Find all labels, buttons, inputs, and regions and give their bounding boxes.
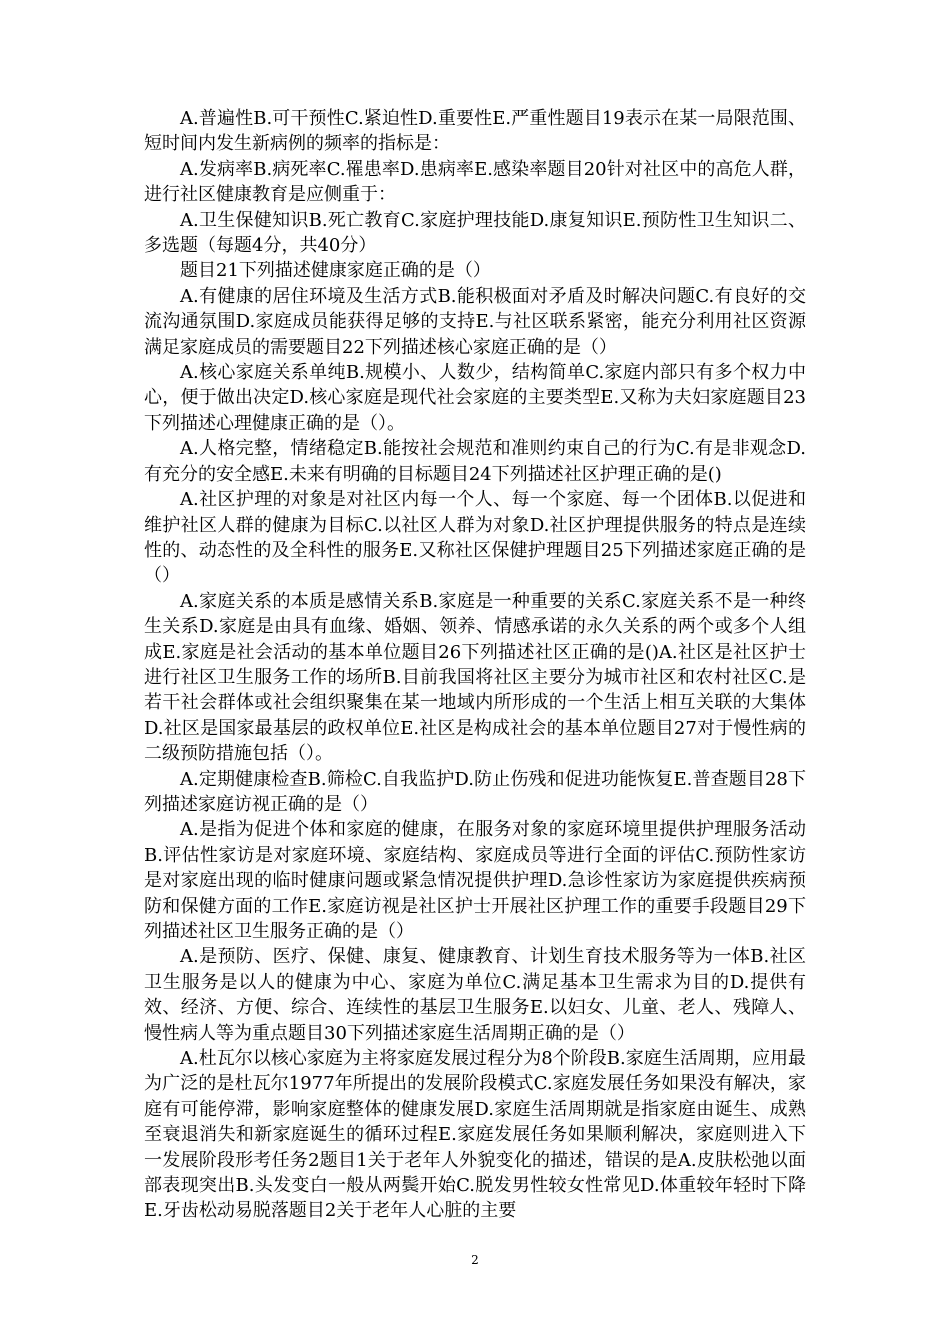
paragraph: A.发病率B.病死率C.罹患率D.患病率E.感染率题目20针对社区中的高危人群，进行社区健康教育是应侧重于： [144, 158, 806, 206]
paragraph: 题目21下列描述健康家庭正确的是（） [180, 260, 491, 282]
document-page [144, 106, 806, 1224]
paragraph: A.普遍性B.可干预性C.紧迫性D.重要性E.严重性题目19表示在某一局限范围、短时间内发生新病例的频率的指标是： [144, 108, 806, 155]
paragraph: A.核心家庭关系单纯B.规模小、人数少，结构简单C.家庭内部只有多个权力中心，便于做出决定D.核心家庭是现代社会家庭的主要类型E.又称为夫妇家庭题目23下列描述心理健康正确的是（）。 [144, 362, 806, 434]
paragraph: A.人格完整，情绪稳定B.能按社会规范和准则约束自己的行为C.有是非观念D.有充分的安全感E.未来有明确的目标题目24下列描述社区护理正确的是() [144, 438, 806, 485]
paragraph: A.是指为促进个体和家庭的健康，在服务对象的家庭环境里提供护理服务活动B.评估性家访是对家庭环境、家庭结构、家庭成员等进行全面的评估C.预防性家访是对家庭出现的临时健康问题或紧急情况提供护理D.急诊性家访为家庭提供疾病预防和保健方面的工作E.家庭访视是社区护士开展社区护理工作的重要手段题目29下列描述社区卫生服务正确的是（） [144, 819, 806, 942]
paragraph: A.定期健康检查B.筛检C.自我监护D.防止伤残和促进功能恢复E.普查题目28下列描述家庭访视正确的是（） [144, 768, 806, 815]
paragraph: A.杜瓦尔以核心家庭为主将家庭发展过程分为8个阶段B.家庭生活周期，应用最为广泛的是杜瓦尔1977年所提出的发展阶段模式C.家庭发展任务如果没有解决，家庭有可能停滞，影响家庭整体的健康发展D.家庭生活周期就是指家庭由诞生、成熟至衰退消失和新家庭诞生的循环过程E.家庭发展任务如果顺利解决，家庭则进入下一发展阶段形考任务2题目1关于老年人外貌变化的描述，错误的是A.皮肤松弛以面部表现突出B.头发变白一般从两鬓开始C.脱发男性较女性常见D.体重较年轻时下降E.牙齿松动易脱落题目2关于老年人心脏的主要 [144, 1048, 806, 1222]
paragraph: A.卫生保健知识B.死亡教育C.家庭护理技能D.康复知识E.预防性卫生知识二、多选题（每题4分，共40分） [144, 209, 806, 257]
page-number: 2 [471, 1253, 479, 1267]
paragraph: A.是预防、医疗、保健、康复、健康教育、计划生育技术服务等为一体B.社区卫生服务是以人的健康为中心、家庭为单位C.满足基本卫生需求为目的D.提供有效、经济、方便、综合、连续性的基层卫生服务E.以妇女、儿童、老人、残障人、慢性病人等为重点题目30下列描述家庭生活周期正确的是（） [144, 946, 806, 1044]
paragraph: A.家庭关系的本质是感情关系B.家庭是一种重要的关系C.家庭关系不是一种终生关系D.家庭是由具有血缘、婚姻、领养、情感承诺的永久关系的两个或多个人组成E.家庭是社会活动的基本单位题目26下列描述社区正确的是()A.社区是社区护士进行社区卫生服务工作的场所B.目前我国将社区主要分为城市社区和农村社区C.是若干社会群体或社会组织聚集在某一地域内所形成的一个生活上相互关联的大集体D.社区是国家最基层的政权单位E.社区是构成社会的基本单位题目27对于慢性病的二级预防措施包括（）。 [144, 590, 806, 765]
paragraph: A.有健康的居住环境及生活方式B.能积极面对矛盾及时解决问题C.有良好的交流沟通氛围D.家庭成员能获得足够的支持E.与社区联系紧密，能充分利用社区资源满足家庭成员的需要题目22下列描述核心家庭正确的是（） [144, 285, 806, 358]
paragraph: A.社区护理的对象是对社区内每一个人、每一个家庭、每一个团体B.以促进和维护社区人群的健康为目标C.以社区人群为对象D.社区护理提供服务的特点是连续性的、动态性的及全科性的服务E.又称社区保健护理题目25下列描述家庭正确的是（） [144, 489, 806, 587]
